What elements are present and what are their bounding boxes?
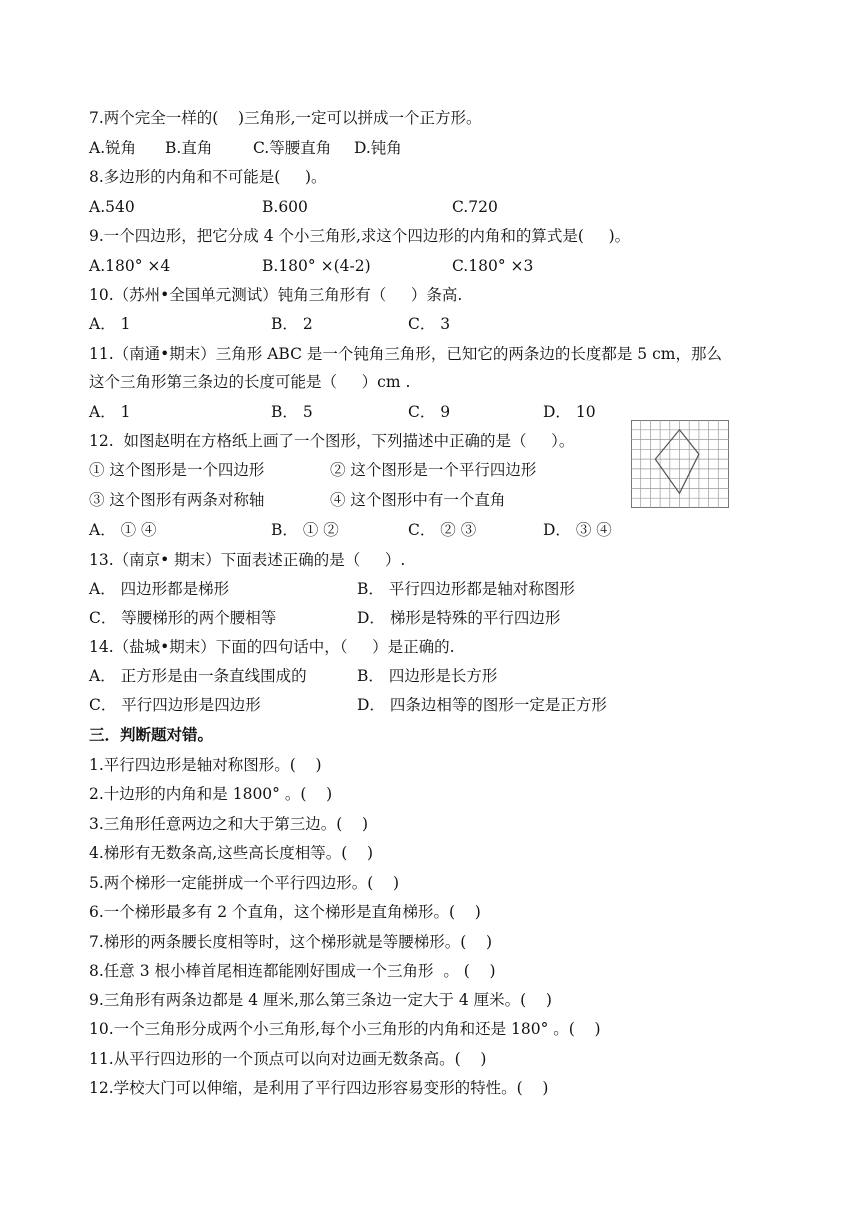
question-13-stem: 13.（南京• 期末）下面表述正确的是（ ）. — [89, 551, 406, 569]
question-9-stem: 9.一个四边形，把它分成 4 个小三角形,求这个四边形的内角和的算式是( )。 — [89, 227, 631, 245]
q9-option-a: A.180° ×4 — [89, 257, 171, 275]
q8-option-a: A.540 — [89, 198, 135, 216]
q8-option-c: C.720 — [452, 198, 498, 216]
judgment-item: 11.从平行四边形的一个顶点可以向对边画无数条高。( ) — [89, 1050, 487, 1068]
grid-kite-figure — [631, 420, 729, 508]
q10-option-c: C． 3 — [408, 315, 451, 333]
judgment-item: 10.一个三角形分成两个小三角形,每个小三角形的内角和还是 180° 。( ) — [89, 1020, 601, 1038]
q13-option-c: C． 等腰梯形的两个腰相等 — [89, 609, 277, 627]
judgment-item: 3.三角形任意两边之和大于第三边。( ) — [89, 815, 369, 833]
question-8-stem: 8.多边形的内角和不可能是( )。 — [89, 168, 327, 186]
q7-option-a: A.锐角 — [89, 139, 137, 157]
judgment-item: 6.一个梯形最多有 2 个直角，这个梯形是直角梯形。( ) — [89, 903, 481, 921]
q14-option-c: C． 平行四边形是四边形 — [89, 696, 261, 714]
q12-option-c: C． ② ③ — [408, 521, 477, 539]
q12-option-a: A． ① ④ — [89, 521, 157, 539]
q12-option-d: D． ③ ④ — [543, 521, 612, 539]
q9-option-c: C.180° ×3 — [452, 257, 534, 275]
q7-option-b: B.直角 — [165, 139, 213, 157]
q10-option-b: B． 2 — [271, 315, 313, 333]
q8-option-b: B.600 — [262, 198, 308, 216]
section-3-title: 三．判断题对错。 — [89, 726, 214, 744]
q11-option-b: B． 5 — [271, 403, 313, 421]
question-11-stem-line2: 这个三角形第三条边的长度可能是（ ）cm . — [89, 373, 411, 391]
judgment-item: 2.十边形的内角和是 1800° 。( ) — [89, 785, 333, 803]
q9-option-b: B.180° ×(4-2) — [262, 257, 371, 275]
q11-option-c: C． 9 — [408, 403, 451, 421]
question-12-stem: 12. 如图赵明在方格纸上画了一个图形，下列描述中正确的是（ ）。 — [89, 432, 575, 450]
q14-option-a: A． 正方形是由一条直线围成的 — [89, 667, 307, 685]
judgment-item: 8.任意 3 根小棒首尾相连都能刚好围成一个三角形 。 ( ) — [89, 962, 496, 980]
q7-option-d: D.钝角 — [354, 139, 402, 157]
q12-option-b: B． ① ② — [271, 521, 339, 539]
q13-option-b: B． 平行四边形都是轴对称图形 — [357, 580, 575, 598]
q11-option-d: D． 10 — [543, 403, 596, 421]
q12-statement-3: ③ 这个图形有两条对称轴 — [89, 491, 265, 509]
q10-option-a: A． 1 — [89, 315, 131, 333]
q11-option-a: A． 1 — [89, 403, 131, 421]
judgment-item: 12.学校大门可以伸缩，是利用了平行四边形容易变形的特性。( ) — [89, 1079, 549, 1097]
question-14-stem: 14.（盐城•期末）下面的四句话中，（ ）是正确的. — [89, 638, 455, 656]
judgment-item: 7.梯形的两条腰长度相等时，这个梯形就是等腰梯形。( ) — [89, 933, 493, 951]
q12-statement-2: ② 这个图形是一个平行四边形 — [330, 461, 537, 479]
judgment-item: 1.平行四边形是轴对称图形。( ) — [89, 756, 322, 774]
q14-option-b: B． 四边形是长方形 — [357, 667, 498, 685]
q12-statement-1: ① 这个图形是一个四边形 — [89, 461, 265, 479]
judgment-item: 9.三角形有两条边都是 4 厘米,那么第三条边一定大于 4 厘米。( ) — [89, 991, 552, 1009]
q14-option-d: D． 四条边相等的图形一定是正方形 — [357, 696, 607, 714]
question-10-stem: 10.（苏州•全国单元测试）钝角三角形有（ ）条高. — [89, 286, 463, 304]
judgment-item: 5.两个梯形一定能拼成一个平行四边形。( ) — [89, 874, 400, 892]
question-7-stem: 7.两个完全一样的( )三角形,一定可以拼成一个正方形。 — [89, 109, 482, 127]
q12-statement-4: ④ 这个图形中有一个直角 — [330, 491, 506, 509]
q13-option-d: D． 梯形是特殊的平行四边形 — [357, 609, 561, 627]
q13-option-a: A． 四边形都是梯形 — [89, 580, 230, 598]
q7-option-c: C.等腰直角 — [253, 139, 332, 157]
question-11-stem-line1: 11.（南通•期末）三角形 ABC 是一个钝角三角形，已知它的两条边的长度都是 5 cm，那么 — [89, 345, 722, 363]
judgment-item: 4.梯形有无数条高,这些高长度相等。( ) — [89, 844, 374, 862]
